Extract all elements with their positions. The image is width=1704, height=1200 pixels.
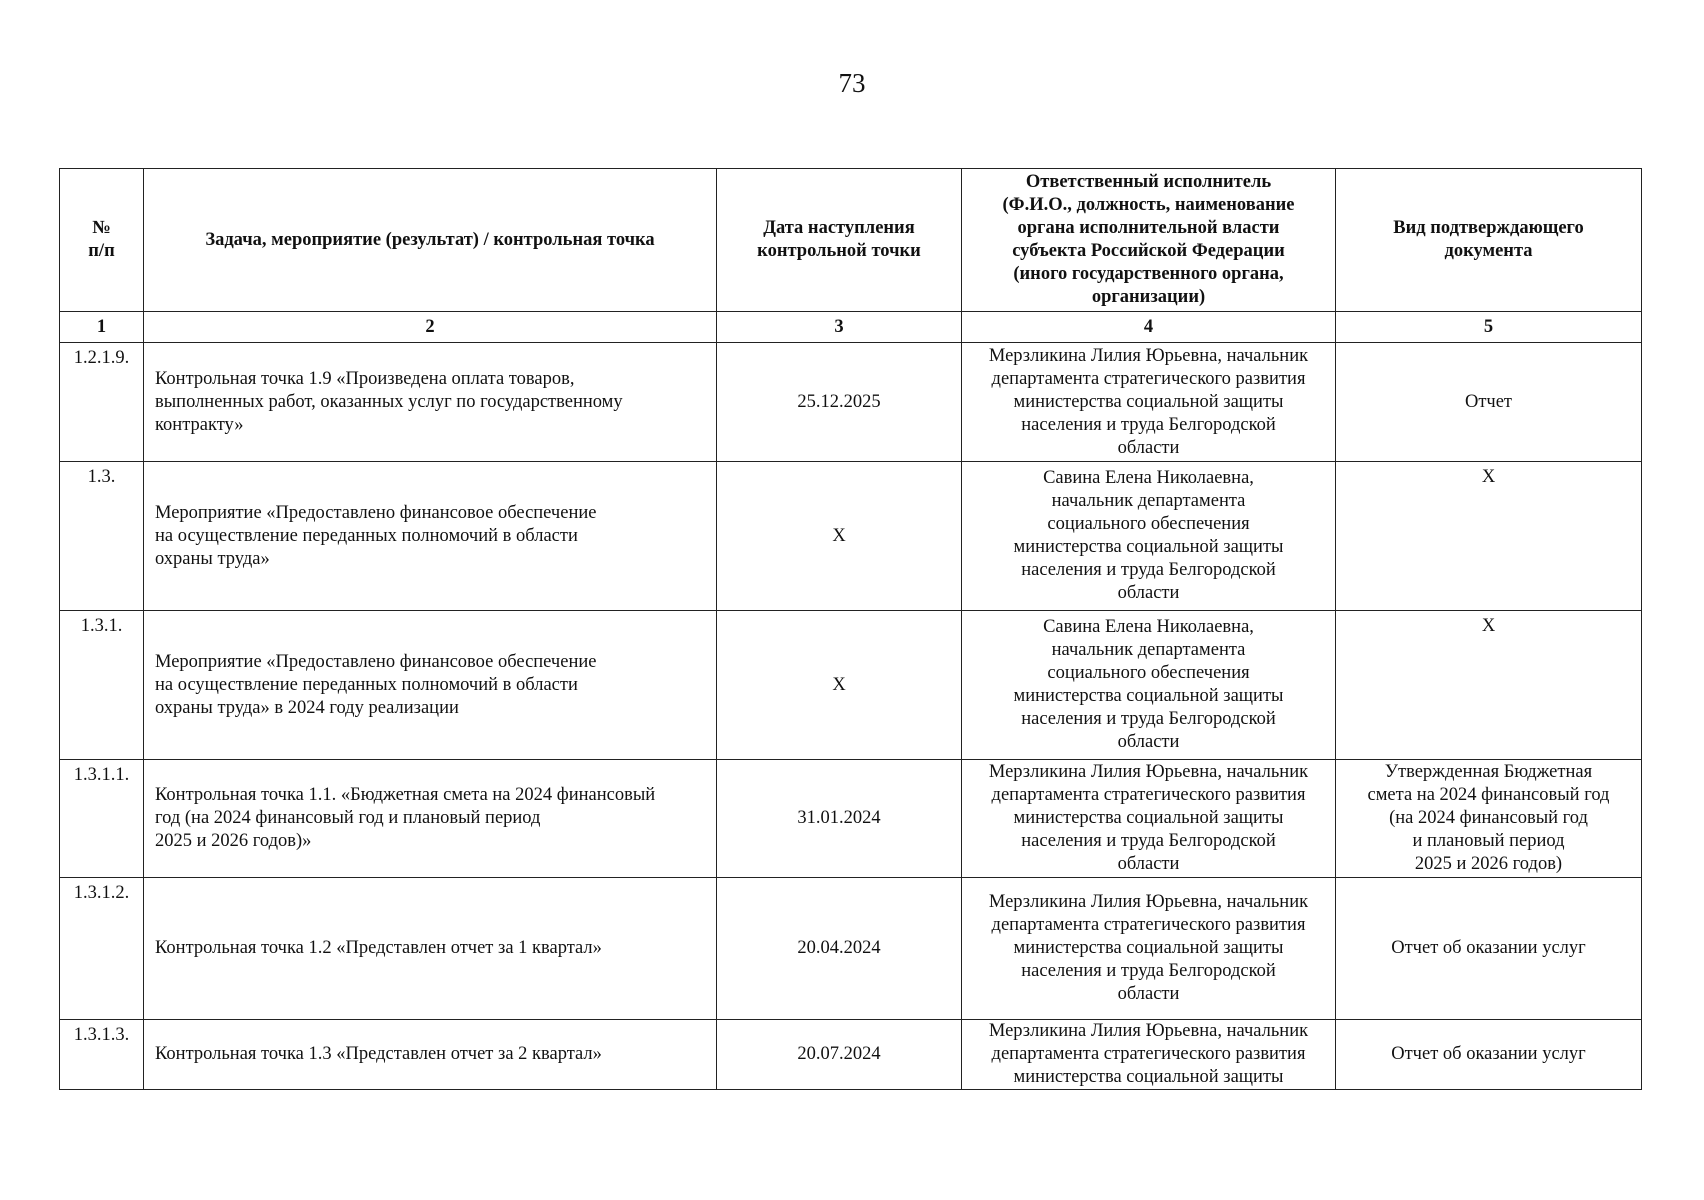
- row-date: Х: [717, 611, 962, 760]
- column-number: 5: [1336, 312, 1642, 343]
- column-number: 3: [717, 312, 962, 343]
- row-number: 1.3.: [60, 462, 144, 611]
- row-date: 25.12.2025: [717, 343, 962, 462]
- header-task: Задача, мероприятие (результат) / контрольная точка: [144, 169, 717, 312]
- row-responsible: Савина Елена Николаевна, начальник департамента социального обеспечения министерства социальной защиты населения и труда Белгородской области: [962, 611, 1336, 760]
- header-num: № п/п: [60, 169, 144, 312]
- row-responsible: Мерзликина Лилия Юрьевна, начальник департамента стратегического развития министерства социальной защиты населения и труда Белгородской области: [962, 878, 1336, 1020]
- row-responsible: Мерзликина Лилия Юрьевна, начальник департамента стратегического развития министерства социальной защиты: [962, 1020, 1336, 1090]
- row-number: 1.3.1.3.: [60, 1020, 144, 1090]
- row-responsible: Мерзликина Лилия Юрьевна, начальник департамента стратегического развития министерства социальной защиты населения и труда Белгородской области: [962, 343, 1336, 462]
- table-row: [60, 611, 1642, 760]
- row-task: Контрольная точка 1.2 «Представлен отчет за 1 квартал»: [144, 878, 717, 1020]
- row-document: Х: [1336, 611, 1642, 760]
- column-number: 1: [60, 312, 144, 343]
- header-responsible: Ответственный исполнитель (Ф.И.О., должность, наименование органа исполнительной власти субъекта Российской Федерации (иного государственного органа, организации): [962, 169, 1336, 312]
- column-number: 2: [144, 312, 717, 343]
- row-task: Мероприятие «Предоставлено финансовое обеспечение на осуществление переданных полномочий в области охраны труда»: [144, 462, 717, 611]
- row-number: 1.3.1.1.: [60, 760, 144, 878]
- row-document: Утвержденная Бюджетная смета на 2024 финансовый год (на 2024 финансовый год и плановый период 2025 и 2026 годов): [1336, 760, 1642, 878]
- table-row: [60, 878, 1642, 1020]
- row-document: Отчет: [1336, 343, 1642, 462]
- table-row: [60, 1020, 1642, 1090]
- header-date: Дата наступления контрольной точки: [717, 169, 962, 312]
- table-row: [60, 462, 1642, 611]
- row-document: Х: [1336, 462, 1642, 611]
- column-number: 4: [962, 312, 1336, 343]
- header-document: Вид подтверждающего документа: [1336, 169, 1642, 312]
- row-number: 1.2.1.9.: [60, 343, 144, 462]
- row-date: 20.07.2024: [717, 1020, 962, 1090]
- page-number: 73: [838, 68, 866, 98]
- row-date: Х: [717, 462, 962, 611]
- row-document: Отчет об оказании услуг: [1336, 1020, 1642, 1090]
- row-responsible: Савина Елена Николаевна, начальник департамента социального обеспечения министерства социальной защиты населения и труда Белгородской области: [962, 462, 1336, 611]
- header-row: [60, 169, 1642, 312]
- table-row: [60, 343, 1642, 462]
- row-number: 1.3.1.: [60, 611, 144, 760]
- row-task: Мероприятие «Предоставлено финансовое обеспечение на осуществление переданных полномочий в области охраны труда» в 2024 году реализации: [144, 611, 717, 760]
- control-points-table: [59, 168, 1642, 1090]
- row-task: Контрольная точка 1.9 «Произведена оплата товаров, выполненных работ, оказанных услуг по государственному контракту»: [144, 343, 717, 462]
- row-document: Отчет об оказании услуг: [1336, 878, 1642, 1020]
- column-number-row: [60, 312, 1642, 343]
- row-task: Контрольная точка 1.3 «Представлен отчет за 2 квартал»: [144, 1020, 717, 1090]
- row-date: 20.04.2024: [717, 878, 962, 1020]
- table-row: [60, 760, 1642, 878]
- row-number: 1.3.1.2.: [60, 878, 144, 1020]
- row-responsible: Мерзликина Лилия Юрьевна, начальник департамента стратегического развития министерства социальной защиты населения и труда Белгородской области: [962, 760, 1336, 878]
- row-task: Контрольная точка 1.1. «Бюджетная смета на 2024 финансовый год (на 2024 финансовый год и плановый период 2025 и 2026 годов)»: [144, 760, 717, 878]
- row-date: 31.01.2024: [717, 760, 962, 878]
